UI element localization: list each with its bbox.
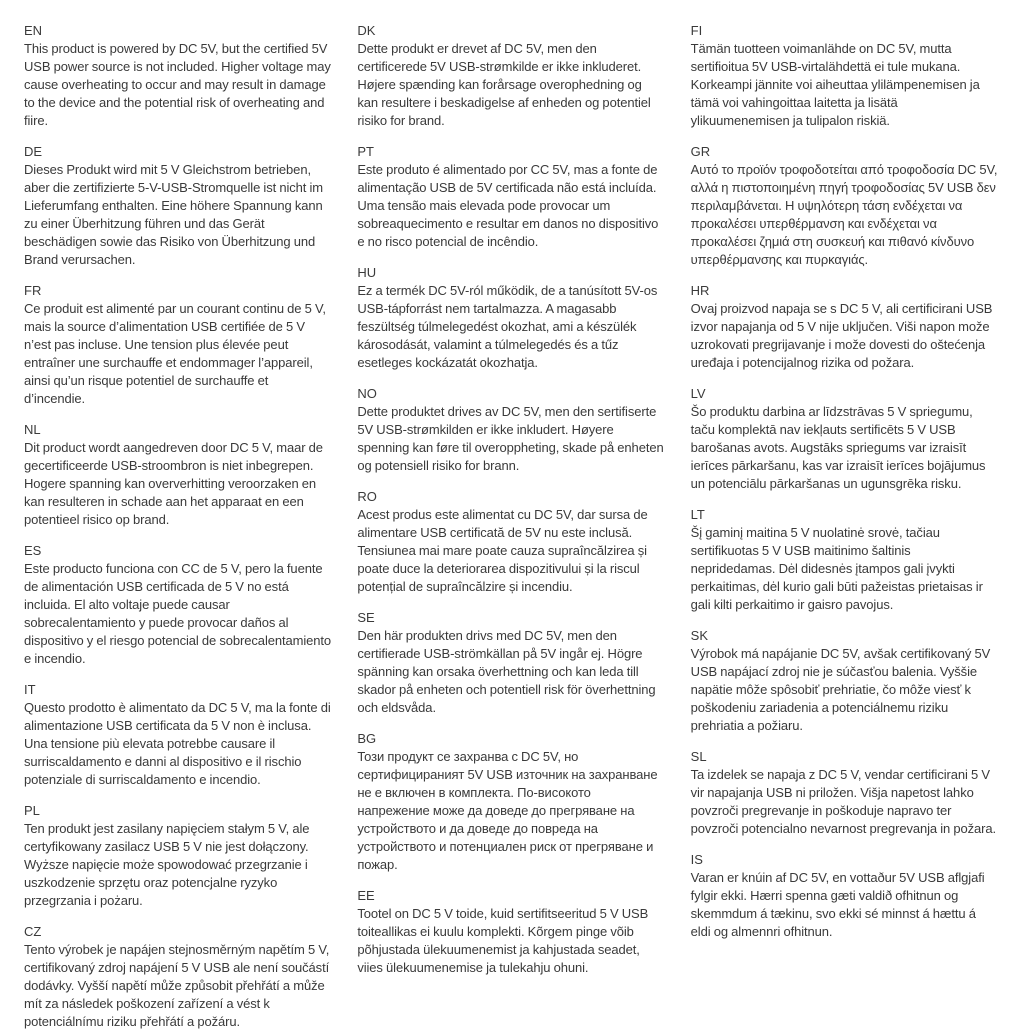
- lang-block-en: [24, 22, 331, 130]
- lang-block-fi: [691, 22, 998, 130]
- lang-text-pt: Este produto é alimentado por CC 5V, mas a fonte de alimentação USB de 5V certificada não está incluída. Uma tensão mais elevada pode provocar um sobreaquecimento e resultar em danos no dispositivo e no risco potencial de incêndio.: [357, 162, 659, 249]
- lang-code-lv: LV: [690, 386, 706, 401]
- lang-block-sl: [691, 748, 998, 838]
- lang-code-is: IS: [690, 852, 703, 867]
- lang-block-it: [24, 681, 331, 789]
- lang-text-de: Dieses Produkt wird mit 5 V Gleichstrom betrieben, aber die zertifizierte 5-V-USB-Stromquelle ist nicht im Lieferumfang enthalten. Eine höhere Spannung kann zu einer Überhitzung führen und das Gerät beschädigen sowie das Risiko von Überhitzung und Brand verursachen.: [24, 162, 324, 267]
- lang-block-ee: [357, 887, 664, 977]
- lang-text-lv: Šo produktu darbina ar līdzstrāvas 5 V spriegumu, taču komplektā nav iekļauts sertificēts 5 V USB barošanas avots. Augstāks spriegums var izraisīt ierīces pārkaršanu, kas var izraisīt ierīces bojājumus un potenciālu pārkaršanas un ugunsgrēka risku.: [690, 404, 986, 491]
- lang-text-dk: Dette produkt er drevet af DC 5V, men den certificerede 5V USB-strømkilde er ikke inkluderet. Højere spænding kan forårsage overophedning og kan resultere i beskadigelse af enheden og potentiel risiko for brand.: [357, 41, 651, 128]
- lang-code-se: SE: [357, 610, 375, 625]
- lang-code-dk: DK: [357, 23, 376, 38]
- lang-text-no: Dette produktet drives av DC 5V, men den sertifiserte 5V USB-strømkilden er ikke inkludert. Høyere spenning kan føre til overoppheting, skade på enheten og potensiell risiko for brann.: [357, 404, 664, 473]
- lang-code-pt: PT: [357, 144, 374, 159]
- lang-code-gr: GR: [690, 144, 711, 159]
- lang-block-pt: [357, 143, 664, 251]
- lang-text-gr: Αυτό το προϊόν τροφοδοτείται από τροφοδοσία DC 5V, αλλά η πιστοποιημένη πηγή τροφοδοσίας 5V USB δεν περιλαμβάνεται. Η υψηλότερη τάση ενδέχεται να προκαλέσει υπερθέρμανση και ενδέχεται να προκαλέσει ζημιά στη συσκευή και πιθανό κίνδυνο υπερθέρμανσης και πυρκαγιάς.: [690, 162, 998, 267]
- lang-code-es: ES: [24, 543, 42, 558]
- lang-code-lt: LT: [690, 507, 705, 522]
- lang-code-ro: RO: [357, 489, 377, 504]
- lang-code-fr: FR: [24, 283, 42, 298]
- lang-block-is: [691, 851, 998, 941]
- lang-block-se: [357, 609, 664, 717]
- lang-block-dk: [357, 22, 664, 130]
- lang-text-fi: Tämän tuotteen voimanlähde on DC 5V, mutta sertifioitua 5V USB-virtalähdettä ei tule mukana. Korkeampi jännite voi aiheuttaa ylilämpenemisen ja tämä voi vahingoittaa laitetta ja lisätä ylikuumenemisen ja tulipalon riskiä.: [690, 41, 980, 128]
- lang-block-hu: [357, 264, 664, 372]
- lang-block-sk: [691, 627, 998, 735]
- lang-code-sl: SL: [690, 749, 707, 764]
- lang-code-bg: BG: [357, 731, 377, 746]
- lang-text-sk: Výrobok má napájanie DC 5V, avšak certifikovaný 5V USB napájací zdroj nie je súčasťou balenia. Vyššie napätie môže spôsobiť prehriatie, čo môže viesť k poškodeniu zariadenia a potenciálnemu riziku prehriatia a požiaru.: [690, 646, 991, 733]
- lang-text-ro: Acest produs este alimentat cu DC 5V, dar sursa de alimentare USB certificată de 5V nu este inclusă. Tensiunea mai mare poate cauza supraîncălzirea și poate duce la deteriorarea dispozitivului și la riscul potențial de supraîncălzire și incendiu.: [357, 507, 648, 594]
- lang-code-it: IT: [24, 682, 36, 697]
- lang-code-en: EN: [24, 23, 43, 38]
- lang-code-de: DE: [24, 144, 43, 159]
- lang-block-hr: [691, 282, 998, 372]
- lang-block-nl: [24, 421, 331, 529]
- column-2: [357, 22, 664, 1024]
- lang-text-pl: Ten produkt jest zasilany napięciem stałym 5 V, ale certyfikowany zasilacz USB 5 V nie jest dołączony. Wyższe napięcie może spowodować przegrzanie i uszkodzenie sprzętu oraz potencjalne ryzyko przegrzania i pożaru.: [24, 821, 310, 908]
- lang-text-bg: Този продукт се захранва с DC 5V, но сертифицираният 5V USB източник на захранване не е включен в комплекта. По-високото напрежение може да доведе до прегряване на устройството и да доведе до повреда на устройството и потенциален риск от прегряване и пожар.: [357, 749, 658, 872]
- lang-block-fr: [24, 282, 331, 408]
- lang-block-cz: [24, 923, 331, 1031]
- lang-text-hu: Ez a termék DC 5V-ról működik, de a tanúsított 5V-os USB-tápforrást nem tartalmazza. A magasabb feszültség túlmelegedést okozhat, ami a készülék károsodását, valamint a túlmelegedés és a tűz esetleges kockázatát okozhatja.: [357, 283, 658, 370]
- lang-code-pl: PL: [24, 803, 40, 818]
- lang-text-cz: Tento výrobek je napájen stejnosměrným napětím 5 V, certifikovaný zdroj napájení 5 V USB ale není součástí dodávky. Vyšší napětí může způsobit přehřátí a může mít za následek poškození zařízení a vést k potenciálnímu riziku přehřátí a požáru.: [24, 942, 330, 1029]
- lang-text-en: This product is powered by DC 5V, but the certified 5V USB power source is not included. Higher voltage may cause overheating to occur and may result in damage to the device and the potential risk of overheating and fiire.: [24, 41, 331, 128]
- lang-text-nl: Dit product wordt aangedreven door DC 5 V, maar de gecertificeerde USB-stroombron is niet inbegrepen. Hogere spanning kan oververhitting veroorzaken en kan resulteren in schade aan het apparaat en een potentieel risico op brand.: [24, 440, 323, 527]
- lang-code-nl: NL: [24, 422, 41, 437]
- lang-text-fr: Ce produit est alimenté par un courant continu de 5 V, mais la source d’alimentation USB certifiée de 5 V n’est pas incluse. Une tension plus élevée peut entraîner une surchauffe et endommager l’appareil, ainsi qu’un risque potentiel de surchauffe et d’incendie.: [24, 301, 326, 406]
- lang-code-no: NO: [357, 386, 377, 401]
- lang-block-es: [24, 542, 331, 668]
- lang-block-pl: [24, 802, 331, 910]
- column-1: [24, 22, 332, 1029]
- lang-code-hr: HR: [690, 283, 710, 298]
- lang-text-ee: Tootel on DC 5 V toide, kuid sertifitseeritud 5 V USB toiteallikas ei kuulu komplekti. Kõrgem pinge võib põhjustada ülekuumenemist ja kahjustada seadet, viies ülekuumenemise ja tulekahju ohuni.: [357, 906, 649, 975]
- lang-block-gr: [691, 143, 998, 269]
- lang-block-no: [357, 385, 664, 475]
- lang-block-lv: [691, 385, 998, 493]
- lang-text-sl: Ta izdelek se napaja z DC 5 V, vendar certificirani 5 V vir napajanja USB ni priložen. Višja napetost lahko povzroči pregrevanje in poškoduje napravo ter povzroči potencialno nevarnost pregrevanja in požara.: [690, 767, 997, 836]
- lang-code-sk: SK: [690, 628, 708, 643]
- lang-text-se: Den här produkten drivs med DC 5V, men den certifierade USB-strömkällan på 5V ingår ej. Högre spänning kan orsaka överhettning och kan leda till skador på enheten och potentiell risk för överhettning och eldsvåda.: [357, 628, 656, 715]
- lang-code-hu: HU: [357, 265, 377, 280]
- lang-block-ro: [357, 488, 664, 596]
- column-3: [691, 22, 998, 1024]
- lang-code-fi: FI: [690, 23, 703, 38]
- lang-block-lt: [691, 506, 998, 614]
- lang-block-de: [24, 143, 331, 269]
- lang-text-it: Questo prodotto è alimentato da DC 5 V, ma la fonte di alimentazione USB certificata da 5 V non è inclusa. Una tensione più elevata potrebbe causare il surriscaldamento e danni al dispositivo e il rischio potenziale di surriscaldamento e incendio.: [24, 700, 331, 787]
- lang-text-hr: Ovaj proizvod napaja se s DC 5 V, ali certificirani USB izvor napajanja od 5 V nije uključen. Viši napon može uzrokovati pregrijavanje i može dovesti do oštećenja uređaja i potencijalnog rizika od požara.: [690, 301, 993, 370]
- lang-text-lt: Šį gaminį maitina 5 V nuolatinė srovė, tačiau sertifikuotas 5 V USB maitinimo šaltinis nepridedamas. Dėl didesnės įtampos gali įvykti perkaitimas, dėl kurio gali būti pažeistas prietaisas ir gali kilti perkaitimo ir gaisro pavojus.: [690, 525, 983, 612]
- lang-code-ee: EE: [357, 888, 375, 903]
- lang-block-bg: [357, 730, 664, 874]
- lang-text-es: Este producto funciona con CC de 5 V, pero la fuente de alimentación USB certificada de 5 V no está incluida. El alto voltaje puede causar sobrecalentamiento y puede provocar daños al dispositivo y el riesgo potencial de sobrecalentamiento e incendio.: [24, 561, 332, 666]
- lang-code-cz: CZ: [24, 924, 42, 939]
- lang-text-is: Varan er knúin af DC 5V, en vottaður 5V USB aflgjafi fylgir ekki. Hærri spenna gæti valdið ofhitnun og skemmdum á tækinu, svo ekki sé minnst á hættu á eldi og almennri ofhitnun.: [690, 870, 985, 939]
